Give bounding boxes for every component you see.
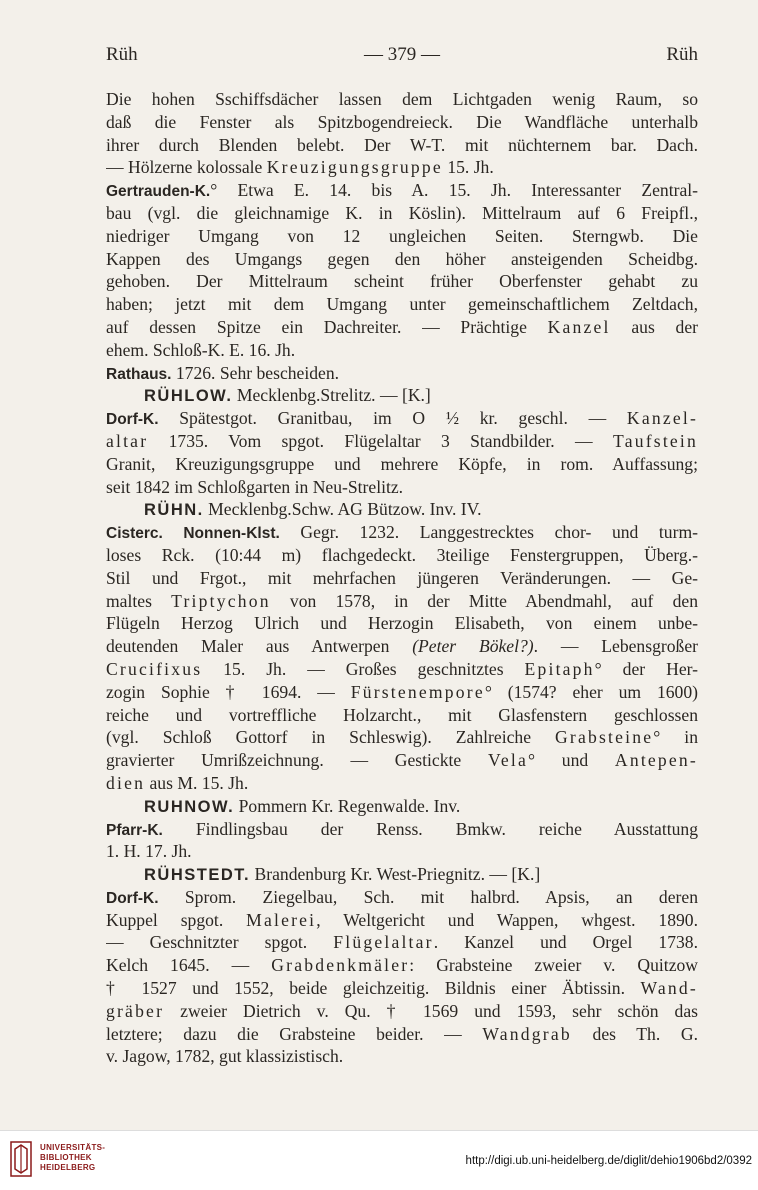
text-run: haben; jetzt mit dem Umgang unter gemeinschaftlichem Zeltdach, (106, 294, 698, 315)
text-run: Sprom. Ziegelbau, Sch. mit halbrd. Apsis, an deren (158, 886, 698, 907)
text-line (106, 225, 698, 248)
text-run: letztere; dazu die Grabsteine beider. — (106, 1023, 483, 1044)
text-run: (Peter Bökel?) (412, 636, 534, 657)
text-line (106, 749, 698, 772)
text-run: Mecklenbg.Schw. AG Bützow. Inv. IV. (203, 499, 482, 520)
text-line (106, 202, 698, 225)
text-run: gräber (106, 1000, 165, 1021)
text-line (106, 179, 698, 202)
text-line (106, 293, 698, 316)
text-line (106, 704, 698, 727)
text-line (106, 818, 698, 841)
text-line (106, 476, 698, 499)
text-run: Triptychon (171, 590, 271, 611)
viewer-footer (0, 1130, 758, 1190)
text-line (106, 567, 698, 590)
text-run: , Weltgericht und Wappen, whgest. 1890. (316, 909, 698, 930)
text-run: Granit, Kreuzigungsgruppe und mehrere Köpfe, in rom. Auffassung; (106, 453, 698, 474)
text-line (106, 384, 698, 407)
text-run: Grabdenkmäler (271, 955, 410, 976)
text-line (106, 498, 698, 521)
text-line (106, 1000, 698, 1023)
text-run: Flügelaltar (333, 932, 434, 953)
library-name-line: UNIVERSITÄTS- (40, 1143, 106, 1152)
text-run: Malerei (246, 909, 317, 930)
text-line (106, 407, 698, 430)
text-line (106, 544, 698, 567)
text-line (106, 658, 698, 681)
text-line (106, 1023, 698, 1046)
text-run: seit 1842 im Schloßgarten in Neu-Strelitz. (106, 476, 404, 497)
text-run: ° (1574? eher um 1600) (484, 681, 698, 702)
text-line (106, 156, 698, 179)
text-run: altar (106, 430, 149, 451)
place-heading: RUHNOW. (144, 797, 235, 816)
text-run: gehoben. Der Mittelraum scheint früher Oberfenster gehabt zu (106, 271, 698, 292)
text-run: 15. Jh. — Großes geschnitztes (202, 658, 525, 679)
text-line (106, 909, 698, 932)
text-line (106, 772, 698, 795)
text-run: Gegr. 1232. Langgestrecktes chor- und turm- (279, 522, 698, 543)
text-run: . Kanzel und Orgel 1738. (433, 932, 698, 953)
text-run: aus M. 15. Jh. (145, 772, 249, 793)
text-run: aus der (610, 316, 698, 337)
text-run: Vela (487, 750, 529, 771)
text-line (106, 339, 698, 362)
text-run: . — Lebensgroßer (533, 636, 698, 657)
text-run: Spätestgot. Granitbau, im O ½ kr. geschl. — (158, 408, 627, 429)
text-run: gravierter Umrißzeichnung. — Gestickte (106, 750, 488, 771)
text-run: Antepen- (614, 750, 698, 771)
text-run: Grabsteine (555, 727, 654, 748)
text-run: Crucifixus (106, 658, 203, 679)
building-label: Pfarr-K. (106, 821, 163, 839)
building-label: Cisterc. Nonnen-Klst. (106, 525, 280, 543)
text-run: auf dessen Spitze ein Dachreiter. — Prächtige (106, 316, 548, 337)
text-line (106, 954, 698, 977)
text-run: — Hölzerne kolossale (106, 157, 267, 178)
text-run: zweier Dietrich v. Qu. † 1569 und 1593, sehr schön das (164, 1000, 698, 1021)
text-run: ihrer durch Blenden belebt. Der W-T. mit nüchternem bar. Dach. (106, 134, 698, 155)
text-run: Flügeln Herzog Ulrich und Herzogin Elisabeth, von einem unbe- (106, 613, 698, 634)
text-run: reiche und vortreffliche Holzarcht., mit Glasfenstern geschlossen (106, 704, 698, 725)
place-heading: RÜHSTEDT. (144, 866, 251, 885)
text-run: dien (106, 772, 146, 793)
text-line (106, 270, 698, 293)
text-line (106, 453, 698, 476)
text-run: Pommern Kr. Regenwalde. Inv. (234, 795, 461, 816)
text-run: v. Jagow, 1782, gut klassizistisch. (106, 1046, 344, 1067)
building-label: Rathaus. (106, 365, 172, 383)
building-label: Dorf-K. (106, 889, 159, 907)
text-run: Findlingsbau der Renss. Bmkw. reiche Ausstattung (162, 818, 698, 839)
text-line (106, 612, 698, 635)
text-run: ° in (653, 727, 698, 748)
text-run: daß die Fenster als Spitzbogendreieck. Die Wandfläche unterhalb (106, 111, 698, 132)
library-name-line: HEIDELBERG (40, 1163, 96, 1172)
text-run: Kelch 1645. — (106, 955, 272, 976)
text-run: Taufstein (612, 430, 698, 451)
running-header (106, 44, 698, 72)
text-line (106, 726, 698, 749)
library-name (40, 1143, 105, 1173)
text-run: ° der Her- (594, 658, 698, 679)
building-label: Gertrauden-K. (106, 183, 211, 201)
text-run: Kanzel- (626, 408, 698, 429)
text-line (106, 931, 698, 954)
building-label: Dorf-K. (106, 411, 159, 429)
text-run: Kreuzigungsgruppe (266, 157, 443, 178)
header-left: Rüh (106, 44, 138, 65)
place-heading: RÜHN. (144, 501, 204, 520)
text-run: — Geschnitzter spgot. (106, 932, 334, 953)
text-run: 15. Jh. (442, 157, 494, 178)
text-run: loses Rck. (10:44 m) flachgedeckt. 3teilige Fenstergruppen, Überg.- (106, 544, 698, 565)
text-run: † 1527 und 1552, beide gleichzeitig. Bildnis einer Äbtissin. (106, 978, 641, 999)
text-line (106, 886, 698, 909)
text-run: Brandenburg Kr. West-Priegnitz. — [K.] (250, 864, 541, 885)
text-run: Mecklenbg.Strelitz. — [K.] (232, 385, 431, 406)
text-line (106, 863, 698, 886)
text-run: Wandgrab (482, 1023, 572, 1044)
text-line (106, 134, 698, 157)
text-line (106, 795, 698, 818)
text-run: 1726. Sehr bescheiden. (171, 362, 340, 383)
text-line (106, 840, 698, 863)
text-run: ° und (528, 750, 615, 771)
page-text (106, 88, 698, 1068)
text-run: Fürstenempore (350, 681, 485, 702)
place-heading: RÜHLOW. (144, 387, 233, 406)
text-line (106, 521, 698, 544)
text-run: Epitaph (524, 658, 595, 679)
text-line (106, 316, 698, 339)
text-run: : Grabsteine zweier v. Quitzow (409, 955, 698, 976)
text-line (106, 977, 698, 1000)
text-run: zogin Sophie † 1694. — (106, 681, 351, 702)
text-line (106, 430, 698, 453)
text-line (106, 88, 698, 111)
text-run: Kappen des Umgangs gegen den höher ansteigenden Scheidbg. (106, 248, 698, 269)
text-run: Wand- (640, 978, 698, 999)
text-run: 1735. Vom spgot. Flügelaltar 3 Standbilder. — (148, 430, 613, 451)
text-run: Kanzel (547, 316, 611, 337)
text-run: ° Etwa E. 14. bis A. 15. Jh. Interessanter Zentral- (210, 180, 698, 201)
text-run: maltes (106, 590, 172, 611)
text-run: Kuppel spgot. (106, 909, 247, 930)
text-run: des Th. G. (571, 1023, 698, 1044)
library-name-line: BIBLIOTHEK (40, 1153, 92, 1162)
text-line (106, 111, 698, 134)
text-run: Stil und Frgot., mit mehrfachen jüngeren Veränderungen. — Ge- (106, 567, 698, 588)
text-line (106, 362, 698, 385)
library-logo-icon (10, 1141, 32, 1177)
text-line (106, 248, 698, 271)
permalink-url[interactable]: http://digi.ub.uni-heidelberg.de/diglit/dehio1906bd2/0392 (465, 1155, 752, 1167)
text-run: 1. H. 17. Jh. (106, 841, 192, 862)
text-line (106, 681, 698, 704)
header-right: Rüh (666, 44, 698, 65)
text-line (106, 1045, 698, 1068)
text-run: niedriger Umgang von 12 ungleichen Seiten. Sterngwb. Die (106, 225, 698, 246)
page-number: — 379 — (364, 44, 440, 65)
text-run: bau (vgl. die gleichnamige K. in Köslin). Mittelraum auf 6 Freipfl., (106, 202, 698, 223)
text-run: deutenden Maler aus Antwerpen (106, 636, 413, 657)
text-line (106, 635, 698, 658)
text-line (106, 590, 698, 613)
text-run: ehem. Schloß-K. E. 16. Jh. (106, 339, 296, 360)
text-run: Die hohen Sschiffsdächer lassen dem Lichtgaden wenig Raum, so (106, 89, 698, 109)
text-run: (vgl. Schloß Gottorf in Schleswig). Zahlreiche (106, 727, 556, 748)
text-run: von 1578, in der Mitte Abendmahl, auf den (270, 590, 698, 611)
